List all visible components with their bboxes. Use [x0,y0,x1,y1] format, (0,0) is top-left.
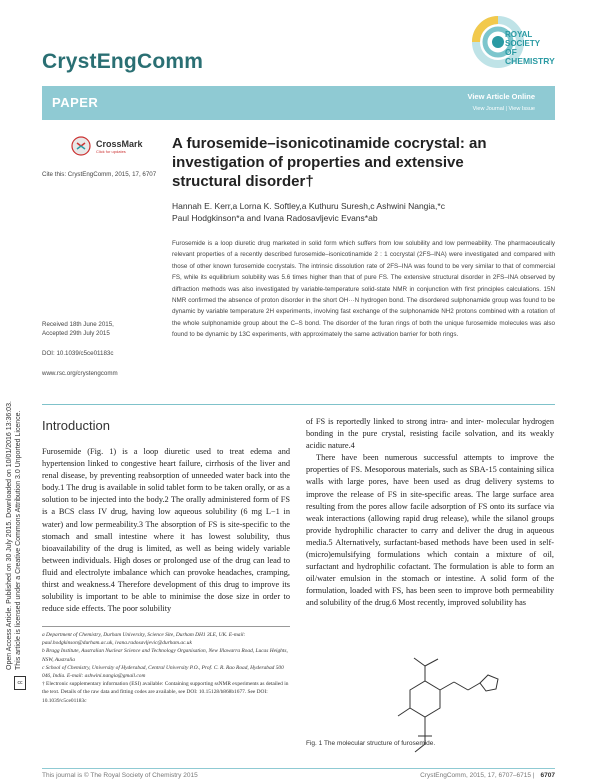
paragraph: Furosemide (Fig. 1) is a loop diuretic used to treat edema and hypertension linked to congestive heart failure, cirrhosis of the liver and renal disease, by preventing reabsorption of unneeded water back into the body.1 The drug is available in solid tablet form to be taken orally, or as a solution to be injected into the body.2 The orally administered form of FS is a BCS class IV drug, having low aqueous solubility (6 mg L−1 in water) and low permeability.3 The absorption of FS is site-specific to the stomach and small intestine where it has lowest solubility, thus bioavailability of the drug is limited, as well as being widely variable between individuals. High doses or prolonged use of the drug can lead to fluid and electrolyte imbalance which can provoke headaches, cramping, thirst and weakness.4 Therefore development of this drug to improve its solubility is important to be able to minimise the dose size in order to reduce side effects. The poor solubility [42,447,290,614]
authors-line2: Paul Hodgkinson*a and Ivana Radosavljevic Evans*ab [172,213,378,223]
footnote-divider [42,626,290,627]
publisher-name [505,30,565,66]
cc-licence-icon[interactable]: cc [14,676,26,690]
authors-line1: Hannah E. Kerr,a Lorna K. Softley,a Kuthuru Suresh,c Ashwini Nangia,*c [172,201,445,211]
crossmark-label[interactable]: CrossMark [96,139,143,149]
body-column-left [42,446,290,615]
journal-url[interactable]: www.rsc.org/crystengcomm [42,370,118,377]
section-heading: Introduction [42,418,110,433]
authors [172,200,542,224]
accepted-date: Accepted 29th July 2015 [42,330,110,337]
footer-citation [420,772,555,779]
body-column-right [306,416,554,610]
page-number: 6707 [540,772,555,779]
footnote-affiliation-c: c School of Chemistry, University of Hyderabad, Central University P.O., Prof. C. R. Rao Road, Hyderabad 500 046, India. E-mail: ashwini.nangia@gmail.com [42,664,284,680]
received-date: Received 18th June 2015, [42,321,114,328]
publisher-line1: ROYAL SOCIETY [505,30,541,48]
footer-citation-text: CrystEngComm, 2015, 17, 6707–6715 | [420,772,535,779]
view-article-online-link[interactable]: View Article Online [467,92,535,101]
doi[interactable]: DOI: 10.1039/c5ce01183c [42,350,114,357]
footnotes [42,631,290,705]
journal-title: CrystEngComm [42,50,204,73]
view-journal-link[interactable]: View Journal | View Issue [472,106,535,112]
section-label: PAPER [52,95,99,110]
footer-divider [42,768,555,769]
article-title: A furosemide–isonicotinamide cocrystal: an investigation of properties and extensive structural disorder† [172,135,487,190]
footnote-affiliation-b: b Bragg Institute, Australian Nuclear Science and Technology Organisation, New Illawarra Road, Lucas Heights, NSW, Australia [42,648,288,663]
figure-caption: Fig. 1 The molecular structure of furosemide. [306,740,436,747]
paragraph: of FS is reportedly linked to strong intra- and inter- molecular hydrogen bonding in the pure crystal, resisting facile solvation, and its weakly acidic nature.4 [306,417,554,451]
licence-note[interactable]: This article is licensed under a Creative Commons Attribution 3.0 Unported Licence. [15,410,22,670]
cite-this: Cite this: CrystEngComm, 2015, 17, 6707 [42,171,157,178]
paragraph: There have been numerous successful attempts to improve the properties of FS. Mesoporous materials, such as SBA-15 containing silica walls with large pores, have been used as drug delivery systems to improve the release of FS in site-specific areas. The large surface area resulting from the pores allow facile adsorption of FS onto its surface via weak interactions (allowing rapid drug release), while the silanol groups provide hydrophilic character to carry and deliver the drug in aqueous media.5 Alternatively, surfactant-based methods have been used in self-(micro)emulsifying formulations which contain a mixture of oil, surfactant and hydrophilic cofactant. The formulation is able to form an oil/water emulsion in the stomach or intestine. A solid form of the formulation, loaded with FS, has been seen to improve both permeability and solubility of the drug.6 Most recently, improved solubility has [306,453,554,608]
divider [42,404,555,405]
crossmark-sub[interactable]: Click for updates [96,149,126,154]
open-access-note: Open Access Article. Published on 30 July 2015. Downloaded on 10/01/2016 13:36:03. [6,401,13,670]
abstract: Furosemide is a loop diuretic drug marketed in solid form which suffers from low solubility and low permeability. The pharmaceutically relevant properties of a recently described furosemide–isonicotinamide 2 : 1 cocrystal (2FS–INA) were investigated and compared with those of other known furosemide cocrystals. The intrinsic dissolution rate of 2FS–INA was found to be very similar to that of commercial FS, while its equilibrium solubility was 5.6 times higher than that of pure FS. The extensive structural disorder in 2FS–INA observed by diffraction methods was also investigated by variable-temperature solid-state NMR in conjunction with first principles calculations. 15N NMR confirmed the absence of proton disorder in the short OH···N hydrogen bond. The disordered sulphonamide group was found to be dynamic by variable temperature 2H experiments, involving fast exchange of the sulphonamide NH2 protons combined with a rotation of the whole sulphonamide group about the C–S bond. The disorder of the furan rings of both the unique furosemide molecules was also found to be dynamic by 13C experiments, with approximately the same activation barrier for both rings. [172,240,555,339]
footnote-affiliation-a: a Department of Chemistry, Durham University, Science Site, Durham DH1 3LE, UK. E-mail: paul.hodgkinson@durham.ac.uk, ivana.radosavljevic@durham.ac.uk [42,632,246,647]
footnote-esi: † Electronic supplementary information (ESI) available: Containing supporting ssNMR experiments as detailed in the text. Details of the raw data and fitting codes are available, see DOI: 10.15128/b868b1677. See DOI: 10.1039/c5ce01183c [42,681,289,704]
section-band [42,86,555,120]
footer-copyright: This journal is © The Royal Society of Chemistry 2015 [42,772,198,779]
publisher-line2: OF CHEMISTRY [505,47,555,66]
